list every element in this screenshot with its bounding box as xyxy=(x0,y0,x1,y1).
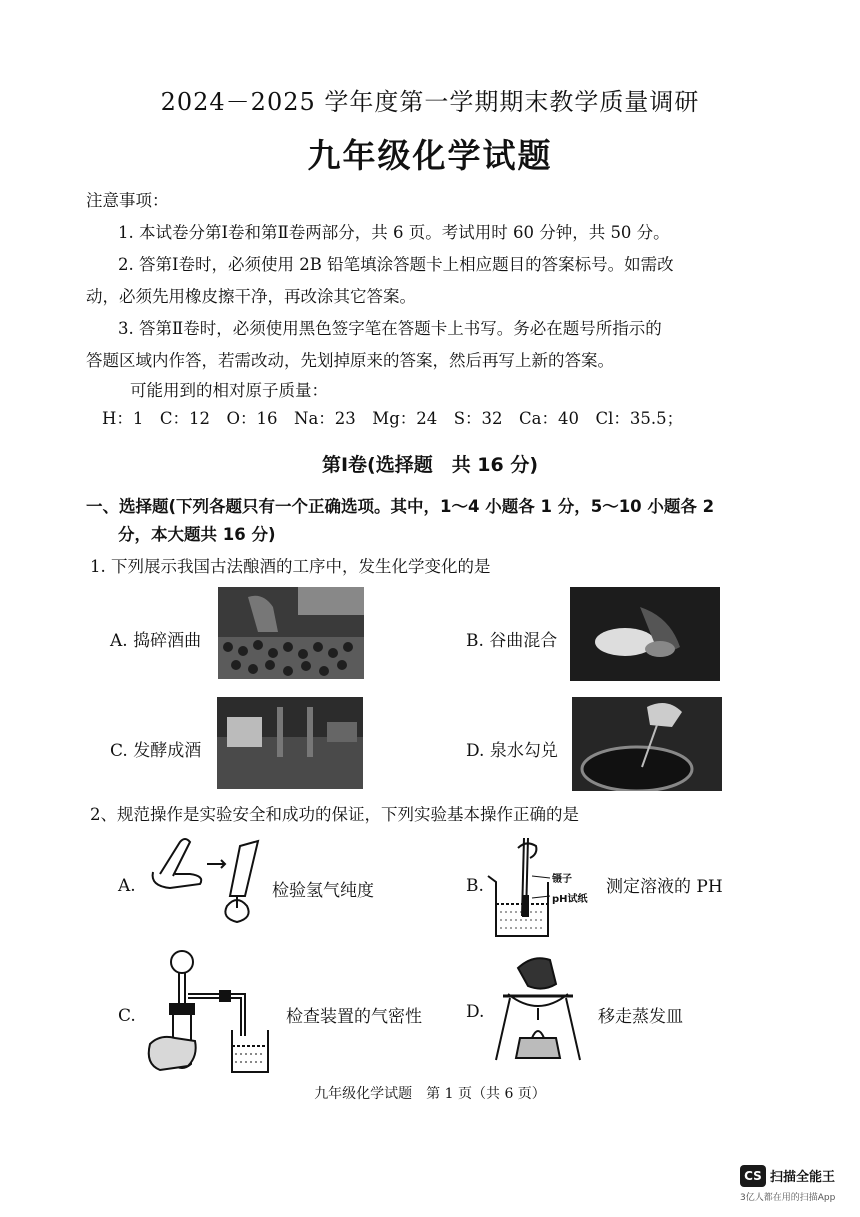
q2-option-d-text: 移走蒸发皿 xyxy=(598,1007,683,1027)
q1-photo-b xyxy=(570,587,720,681)
camscanner-watermark xyxy=(740,1165,850,1205)
q1-option-d: D. 泉水勾兑 xyxy=(466,741,558,761)
q2-option-b-text: 测定溶液的 PH xyxy=(606,877,723,897)
q2-option-b-letter: B. xyxy=(466,876,484,896)
q1-option-b: B. 谷曲混合 xyxy=(466,631,558,651)
question-2-stem: 2、规范操作是实验安全和成功的保证，下列实验基本操作正确的是 xyxy=(90,805,579,824)
section-instructions-1: 一、选择题(下列各题只有一个正确选项。其中，1～4 小题各 1 分，5～10 小题各 2 xyxy=(86,497,715,516)
notes-item-3a: 3. 答第Ⅱ卷时，必须使用黑色签字笔在答题卡上书写。务必在题号所指示的 xyxy=(118,319,662,338)
camscanner-tagline: 3亿人都在用的扫描App xyxy=(740,1193,836,1203)
notes-item-2b: 动，必须先用橡皮擦干净，再改涂其它答案。 xyxy=(86,287,416,306)
notes-heading: 注意事项： xyxy=(86,191,169,210)
atomic-mass-values: H：1 C：12 O：16 Na：23 Mg：24 S：32 Ca：40 Cl：35.5； xyxy=(102,409,684,428)
section-title: 第Ⅰ卷(选择题 共 16 分) xyxy=(321,454,539,476)
airtightness-check-illustration xyxy=(140,946,270,1076)
page-footer: 九年级化学试题 第 1 页（共 6 页） xyxy=(314,1086,546,1102)
notes-item-2a: 2. 答第Ⅰ卷时，必须使用 2B 铅笔填涂答题卡上相应题目的答案标号。如需改 xyxy=(118,255,674,274)
q1-option-a: A. 捣碎酒曲 xyxy=(110,631,202,651)
q1-photo-a xyxy=(218,587,364,679)
q2-option-c-letter: C. xyxy=(118,1006,136,1026)
q2-b-ph-paper-label: pH试纸 xyxy=(552,894,588,905)
camscanner-logo-icon: CS xyxy=(740,1165,766,1187)
ph-measurement-illustration xyxy=(478,836,608,944)
q1-option-c: C. 发酵成酒 xyxy=(110,741,202,761)
hydrogen-purity-test-illustration xyxy=(145,836,270,928)
atomic-mass-label: 可能用到的相对原子质量： xyxy=(130,381,328,400)
question-1-stem: 1. 下列展示我国古法酿酒的工序中，发生化学变化的是 xyxy=(90,557,491,576)
q2-option-a-text: 检验氢气纯度 xyxy=(272,881,374,901)
notes-item-3b: 答题区域内作答，若需改动，先划掉原来的答案，然后再写上新的答案。 xyxy=(86,351,614,370)
notes-item-1: 1. 本试卷分第Ⅰ卷和第Ⅱ卷两部分，共 6 页。考试用时 60 分钟，共 50 分。 xyxy=(118,223,670,242)
q2-option-a-letter: A. xyxy=(118,876,136,896)
camscanner-name: 扫描全能王 xyxy=(770,1170,836,1185)
q2-option-c-text: 检查装置的气密性 xyxy=(286,1007,422,1027)
q1-photo-d xyxy=(572,697,722,791)
exam-header: 2024－2025 学年度第一学期期末教学质量调研 xyxy=(160,88,700,116)
exam-title: 九年级化学试题 xyxy=(307,136,553,175)
q2-option-d-letter: D. xyxy=(466,1002,485,1022)
evaporating-dish-illustration xyxy=(488,954,588,1066)
section-instructions-2: 分，本大题共 16 分) xyxy=(118,525,276,544)
q1-photo-c xyxy=(217,697,363,789)
q2-b-tweezers-label: 镊子 xyxy=(552,874,572,885)
